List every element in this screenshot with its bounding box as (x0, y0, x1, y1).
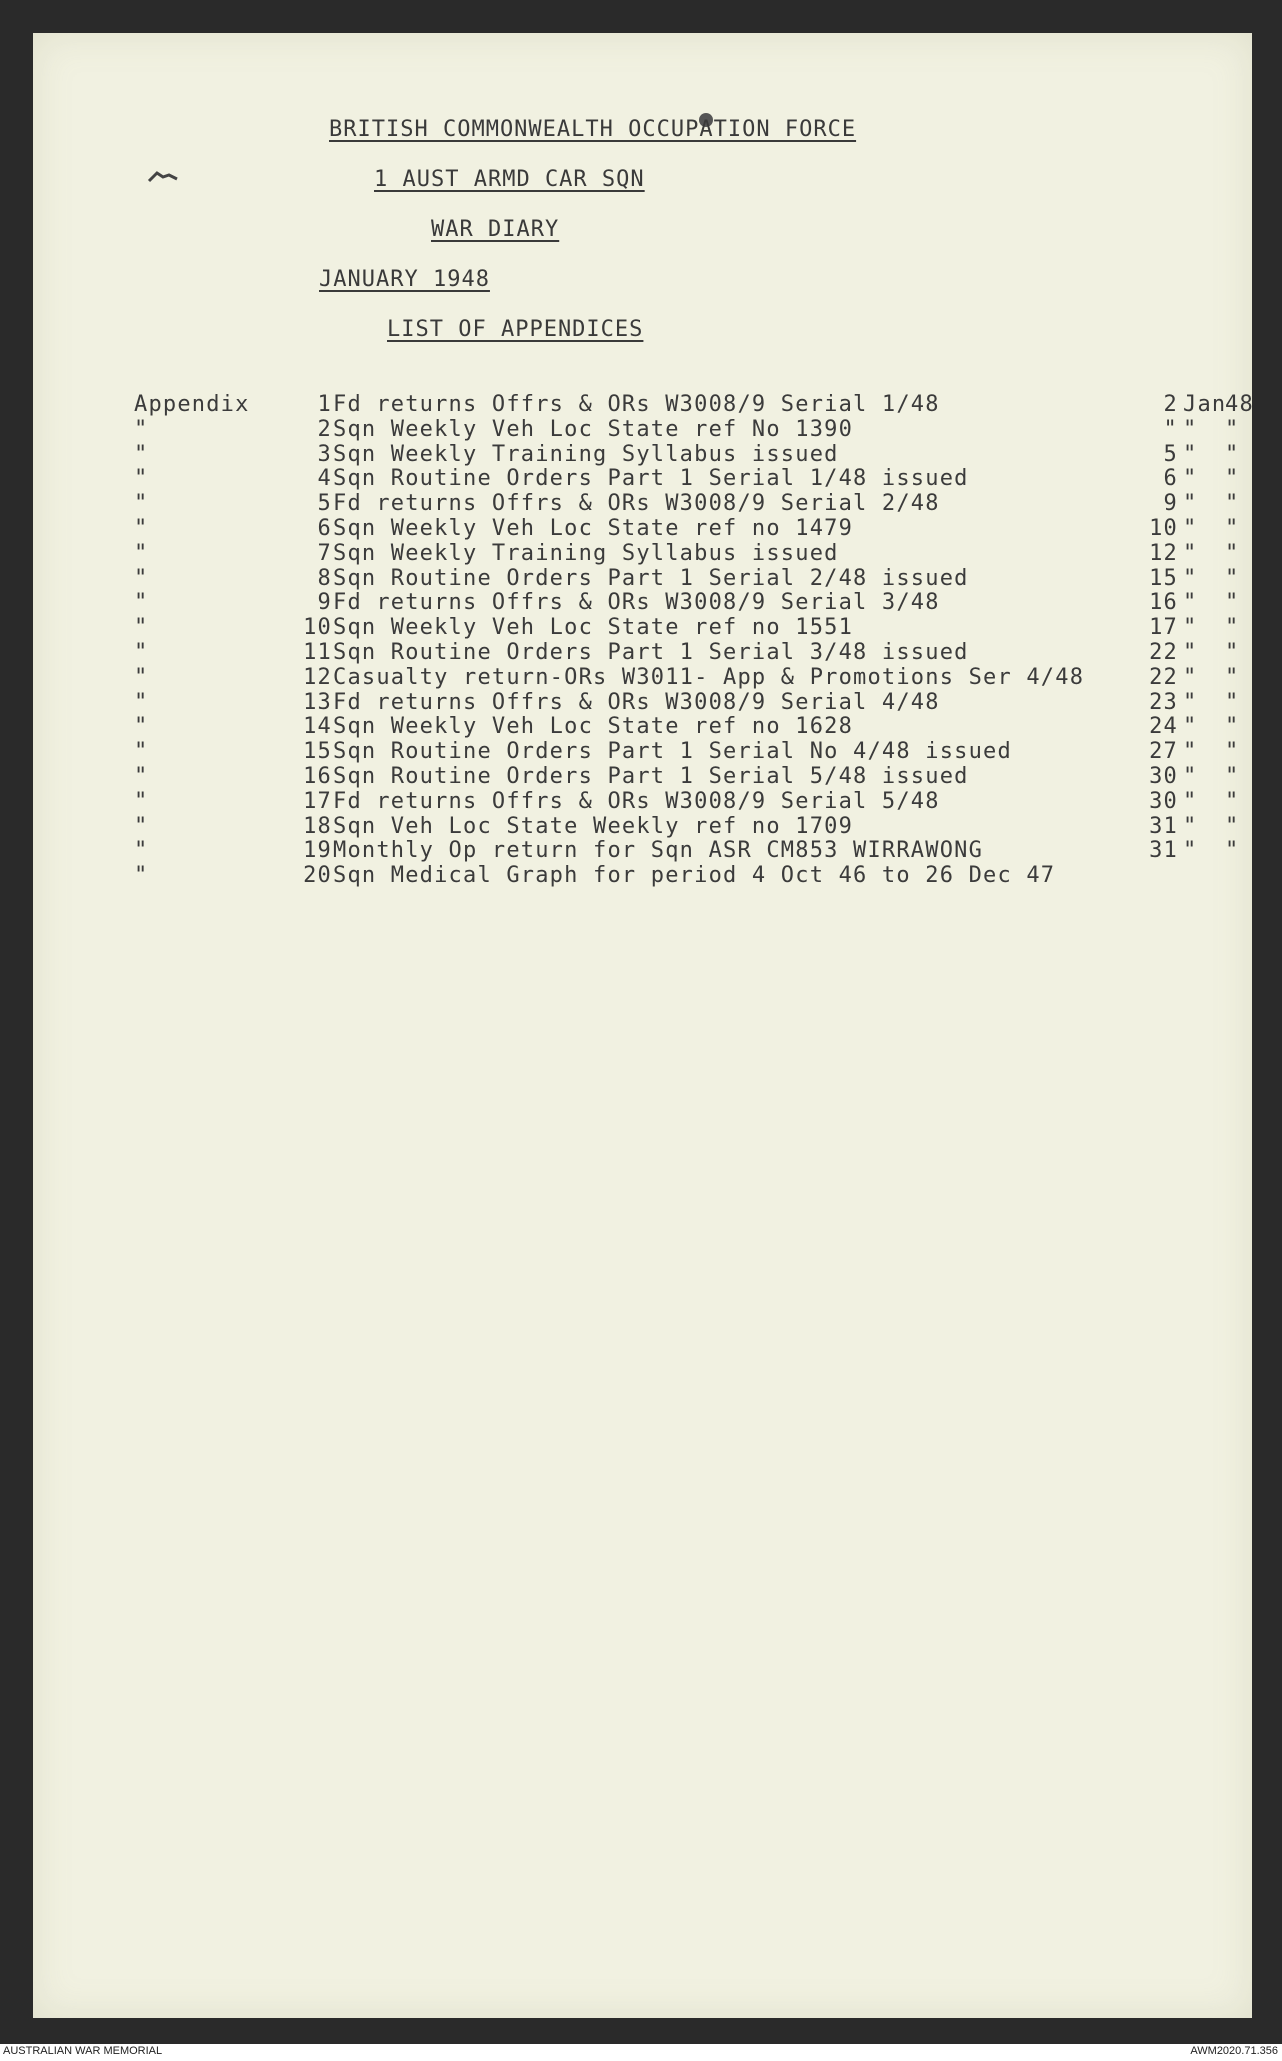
appendix-number: 3 (317, 441, 332, 467)
appendix-description: Sqn Routine Orders Part 1 Serial 3/48 issued (333, 640, 969, 665)
appendix-year: " (1225, 739, 1240, 765)
footer-source: AUSTRALIAN WAR MEMORIAL (3, 2045, 163, 2057)
appendix-description: Sqn Routine Orders Part 1 Serial 5/48 issued (333, 764, 969, 789)
appendix-row (33, 392, 1252, 417)
appendix-description: Sqn Routine Orders Part 1 Serial 2/48 issued (333, 565, 969, 591)
appendix-year: 48 (1225, 392, 1254, 417)
appendix-label: " (134, 813, 149, 839)
appendix-year: " (1225, 416, 1240, 442)
appendix-day: 23 (1149, 689, 1178, 715)
appendix-year: " (1225, 714, 1240, 740)
appendix-month: " (1183, 615, 1198, 641)
appendix-number: 1 (317, 392, 332, 417)
appendix-row (33, 566, 1252, 591)
appendix-number: 13 (303, 689, 332, 715)
appendix-day: " (1163, 416, 1178, 442)
appendix-day: 22 (1149, 640, 1178, 665)
appendix-row (33, 541, 1252, 566)
appendix-description: Sqn Weekly Veh Loc State ref no 1479 (333, 516, 854, 541)
appendix-month: " (1183, 516, 1198, 541)
appendix-year: " (1225, 615, 1240, 641)
appendix-label: " (134, 640, 149, 665)
appendix-description: Fd returns Offrs & ORs W3008/9 Serial 3/48 (333, 590, 940, 616)
appendix-label: " (134, 590, 149, 616)
appendix-day: 10 (1149, 516, 1178, 541)
appendix-month: " (1183, 838, 1198, 864)
appendix-row (33, 764, 1252, 789)
appendix-year: " (1225, 838, 1240, 864)
appendix-month: " (1183, 565, 1198, 591)
appendix-description: Fd returns Offrs & ORs W3008/9 Serial 2/48 (333, 491, 940, 517)
appendix-description: Sqn Weekly Training Syllabus issued (333, 540, 839, 566)
appendix-day: 24 (1149, 714, 1178, 740)
appendix-row (33, 814, 1252, 839)
appendix-label: " (134, 565, 149, 591)
header-line-4: JANUARY 1948 (319, 267, 490, 292)
appendix-label: " (134, 615, 149, 641)
appendix-month: " (1183, 416, 1198, 442)
appendix-month: " (1183, 590, 1198, 616)
appendix-number: 7 (317, 540, 332, 566)
appendix-year: " (1225, 466, 1240, 492)
appendix-number: 12 (303, 664, 332, 690)
footer-reference: AWM2020.71.356 (1190, 2045, 1278, 2057)
appendix-row (33, 789, 1252, 814)
appendix-description: Sqn Medical Graph for period 4 Oct 46 to 26 Dec 47 (333, 863, 1056, 889)
appendix-label: " (134, 441, 149, 467)
appendix-number: 4 (317, 466, 332, 492)
appendix-description: Fd returns Offrs & ORs W3008/9 Serial 5/48 (333, 788, 940, 814)
appendix-month: " (1183, 540, 1198, 566)
appendix-row (33, 714, 1252, 739)
appendix-number: 20 (303, 863, 332, 889)
appendix-year: " (1225, 689, 1240, 715)
appendix-number: 5 (317, 491, 332, 517)
appendix-description: Sqn Weekly Veh Loc State ref No 1390 (333, 416, 854, 442)
appendix-year: " (1225, 590, 1240, 616)
footer-bar (0, 2044, 1282, 2061)
appendix-month: " (1183, 664, 1198, 690)
appendix-number: 8 (317, 565, 332, 591)
appendix-description: Casualty return-ORs W3011- App & Promotions Ser 4/48 (333, 664, 1085, 690)
appendix-label: " (134, 739, 149, 765)
appendix-month: " (1183, 491, 1198, 517)
appendix-month: " (1183, 689, 1198, 715)
appendix-year: " (1225, 491, 1240, 517)
appendix-number: 11 (303, 640, 332, 665)
appendix-row (33, 590, 1252, 615)
appendix-label: Appendix (134, 392, 250, 417)
appendix-day: 2 (1163, 392, 1178, 417)
appendix-day: 5 (1163, 441, 1178, 467)
appendix-number: 15 (303, 739, 332, 765)
appendix-label: " (134, 491, 149, 517)
header-line-5: LIST OF APPENDICES (387, 317, 644, 342)
appendix-row (33, 863, 1252, 888)
appendix-number: 6 (317, 516, 332, 541)
appendix-year: " (1225, 516, 1240, 541)
appendix-label: " (134, 466, 149, 492)
appendix-month: Jan (1183, 392, 1227, 417)
appendix-month: " (1183, 739, 1198, 765)
appendix-month: " (1183, 466, 1198, 492)
appendix-label: " (134, 714, 149, 740)
appendix-year: " (1225, 764, 1240, 789)
appendix-number: 14 (303, 714, 332, 740)
appendix-day: 9 (1163, 491, 1178, 517)
appendix-day: 30 (1149, 764, 1178, 789)
appendix-description: Sqn Routine Orders Part 1 Serial 1/48 issued (333, 466, 969, 492)
header-line-1: BRITISH COMMONWEALTH OCCUPATION FORCE (329, 117, 857, 142)
appendix-day: 6 (1163, 466, 1178, 492)
appendix-description: Sqn Veh Loc State Weekly ref no 1709 (333, 813, 854, 839)
appendix-description: Fd returns Offrs & ORs W3008/9 Serial 1/48 (333, 392, 940, 417)
appendix-number: 2 (317, 416, 332, 442)
appendix-number: 16 (303, 764, 332, 789)
appendix-day: 30 (1149, 788, 1178, 814)
appendix-row (33, 739, 1252, 764)
appendix-number: 17 (303, 788, 332, 814)
appendix-label: " (134, 516, 149, 541)
appendix-row (33, 491, 1252, 516)
appendix-label: " (134, 863, 149, 889)
appendix-row (33, 417, 1252, 442)
appendix-year: " (1225, 441, 1240, 467)
appendix-label: " (134, 416, 149, 442)
appendix-number: 18 (303, 813, 332, 839)
appendix-number: 10 (303, 615, 332, 641)
document-page (33, 33, 1252, 2018)
appendix-month: " (1183, 788, 1198, 814)
appendix-day: 15 (1149, 565, 1178, 591)
appendix-label: " (134, 788, 149, 814)
appendix-row (33, 442, 1252, 467)
appendix-row (33, 665, 1252, 690)
appendix-row (33, 690, 1252, 715)
appendix-day: 31 (1149, 813, 1178, 839)
appendix-number: 19 (303, 838, 332, 864)
appendix-row (33, 516, 1252, 541)
appendix-year: " (1225, 788, 1240, 814)
appendix-description: Sqn Weekly Veh Loc State ref no 1551 (333, 615, 854, 641)
appendix-month: " (1183, 714, 1198, 740)
appendix-day: 31 (1149, 838, 1178, 864)
appendix-year: " (1225, 813, 1240, 839)
appendix-day: 12 (1149, 540, 1178, 566)
appendix-year: " (1225, 540, 1240, 566)
appendix-number: 9 (317, 590, 332, 616)
appendix-day: 16 (1149, 590, 1178, 616)
appendix-year: " (1225, 664, 1240, 690)
appendix-row (33, 466, 1252, 491)
header-line-3: WAR DIARY (431, 217, 560, 242)
appendix-day: 17 (1149, 615, 1178, 641)
appendix-description: Sqn Weekly Veh Loc State ref no 1628 (333, 714, 854, 740)
ink-smudge-mark (147, 169, 183, 183)
appendix-description: Sqn Weekly Training Syllabus issued (333, 441, 839, 467)
appendix-description: Monthly Op return for Sqn ASR CM853 WIRRAWONG (333, 838, 984, 864)
appendix-month: " (1183, 640, 1198, 665)
appendix-label: " (134, 689, 149, 715)
appendix-label: " (134, 540, 149, 566)
appendix-day: 22 (1149, 664, 1178, 690)
appendix-month: " (1183, 813, 1198, 839)
appendix-row (33, 615, 1252, 640)
appendix-row (33, 838, 1252, 863)
appendix-label: " (134, 764, 149, 789)
header-line-2: 1 AUST ARMD CAR SQN (374, 167, 645, 192)
appendix-label: " (134, 664, 149, 690)
appendix-description: Fd returns Offrs & ORs W3008/9 Serial 4/48 (333, 689, 940, 715)
appendix-month: " (1183, 441, 1198, 467)
appendix-day: 27 (1149, 739, 1178, 765)
appendix-label: " (134, 838, 149, 864)
appendix-row (33, 640, 1252, 665)
appendix-year: " (1225, 640, 1240, 665)
appendix-year: " (1225, 565, 1240, 591)
appendix-description: Sqn Routine Orders Part 1 Serial No 4/48 issued (333, 739, 1012, 765)
appendix-month: " (1183, 764, 1198, 789)
